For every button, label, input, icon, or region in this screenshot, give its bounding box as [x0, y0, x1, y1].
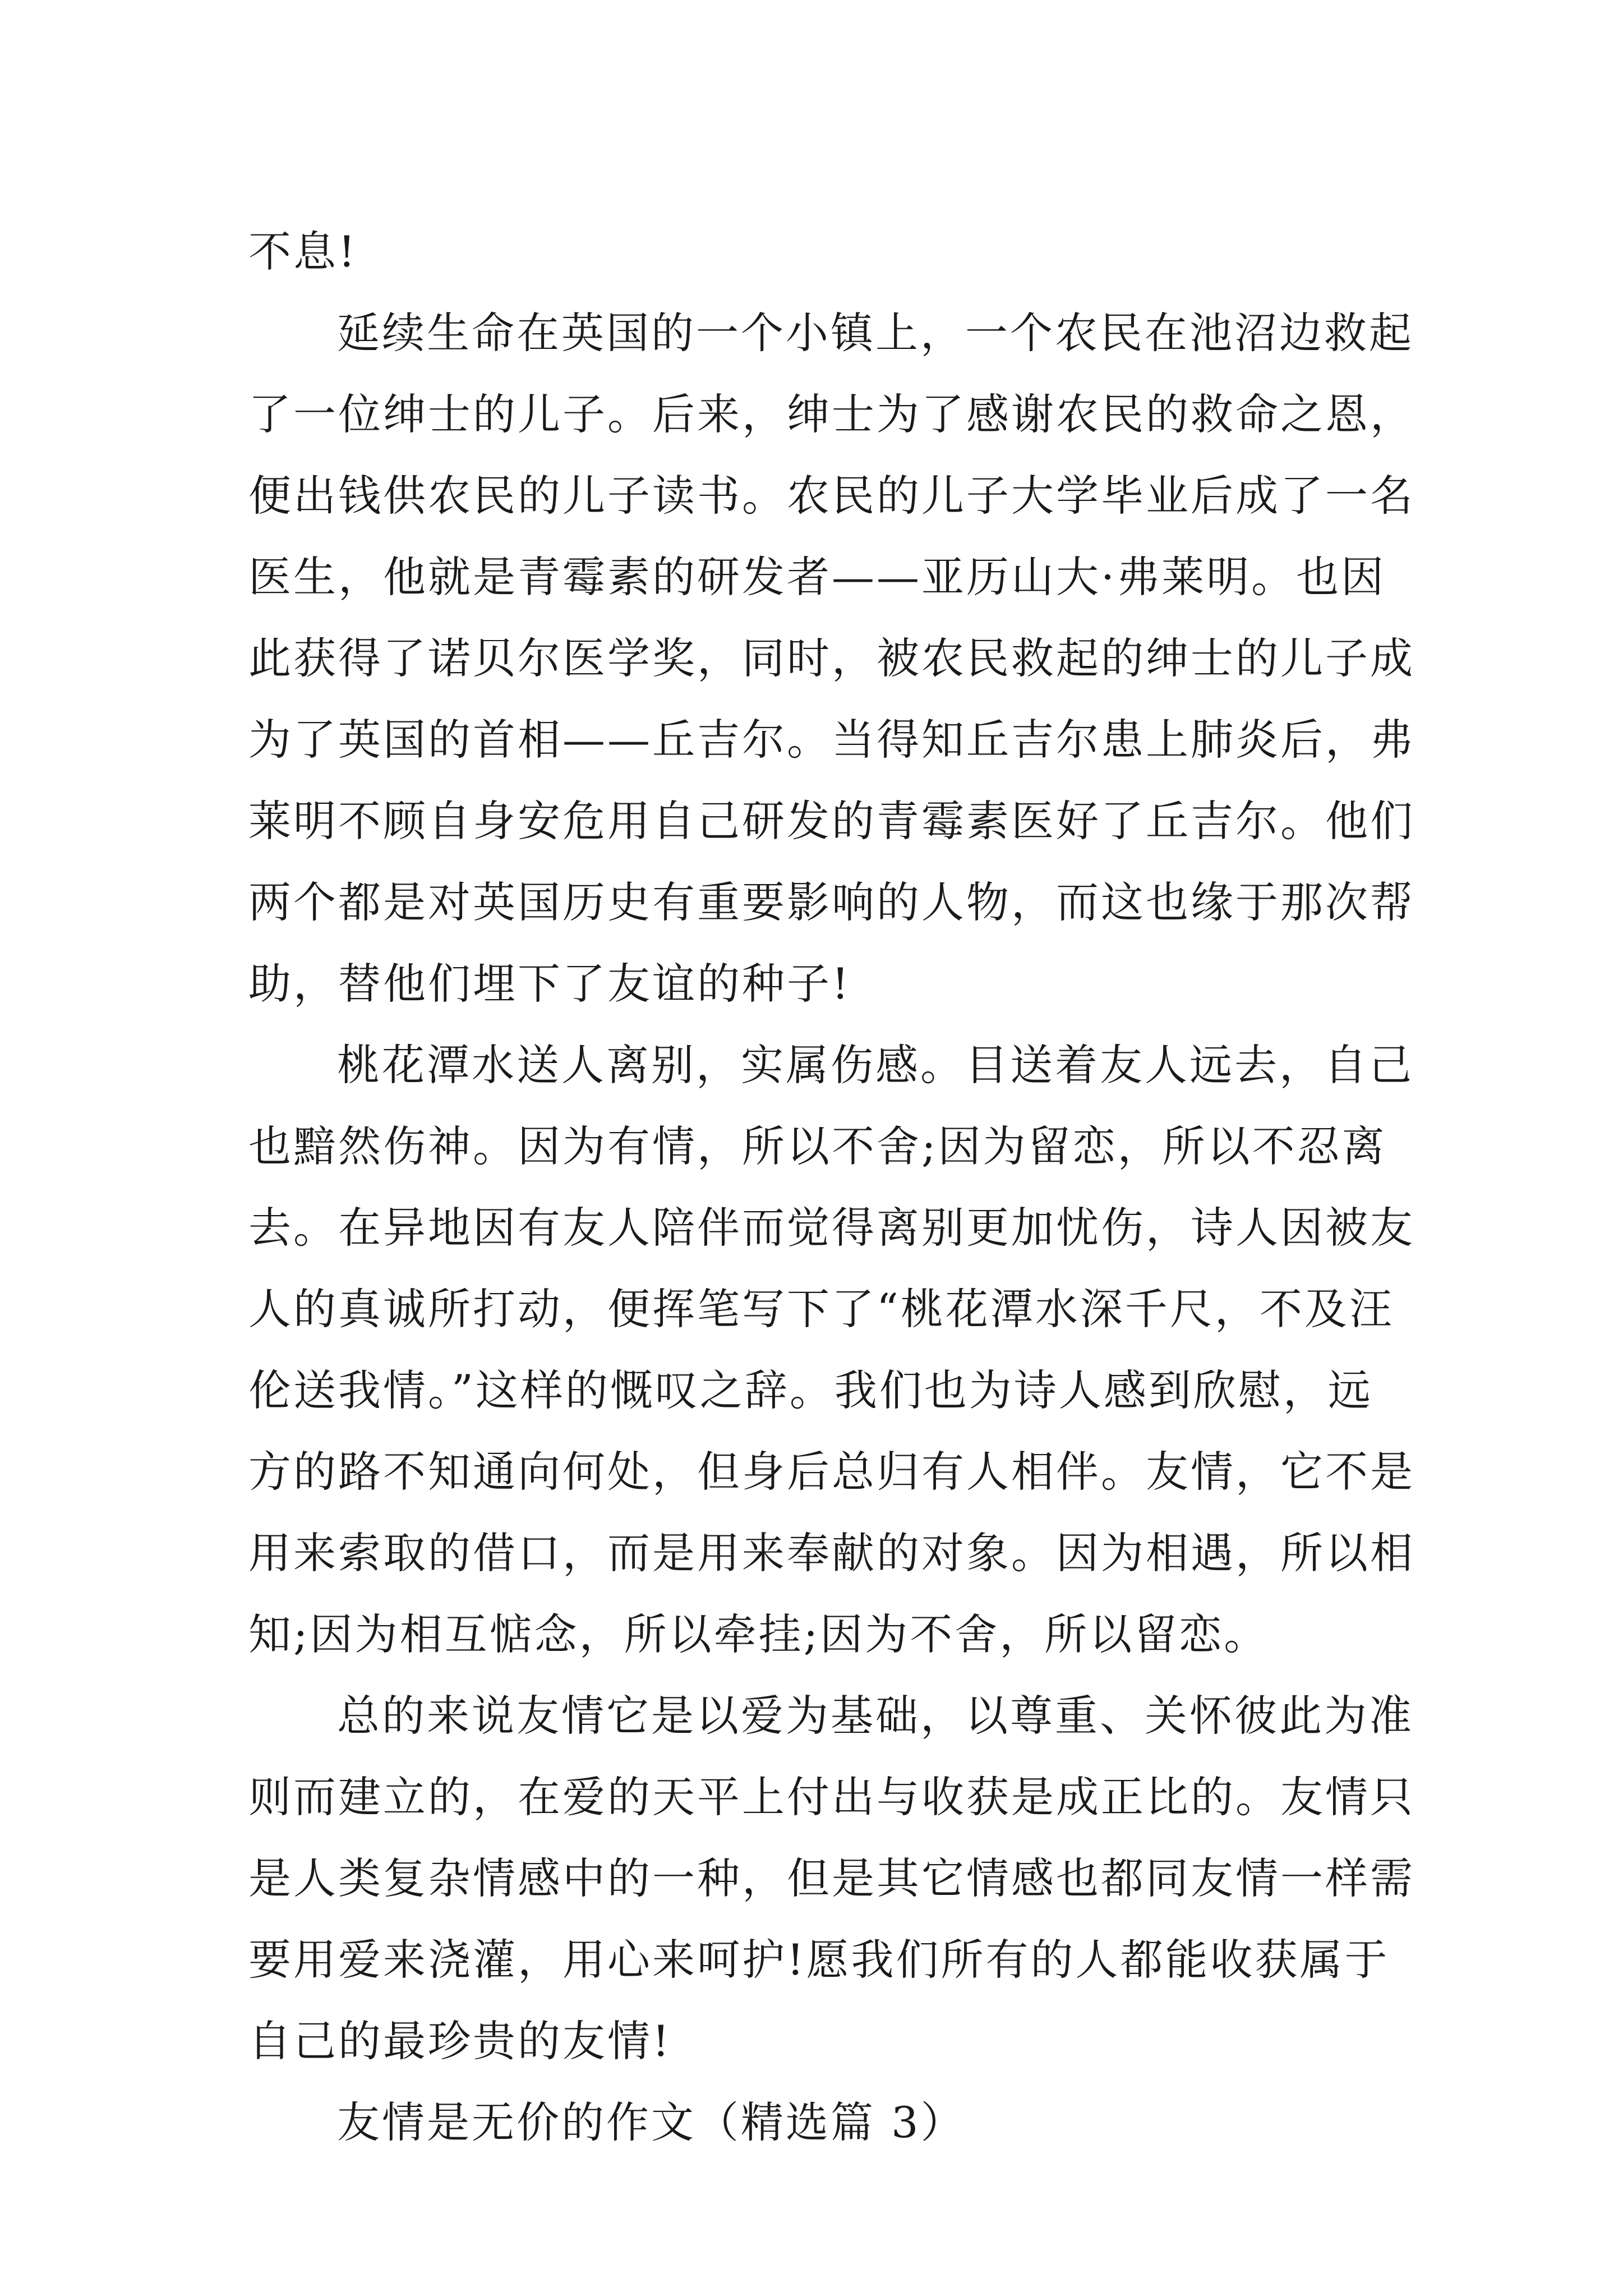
paragraph-start-line: 延续生命在英国的一个小镇上，一个农民在池沼边救起 [337, 308, 1414, 358]
text-line: 用来索取的借口，而是用来奉献的对象。因为相遇，所以相 [248, 1528, 1415, 1578]
text-line: 自己的最珍贵的友情! [248, 2016, 672, 2066]
text-line: 方的路不知通向何处，但身后总归有人相伴。友情，它不是 [248, 1447, 1415, 1497]
text-line: 知;因为相互惦念，所以牵挂;因为不舍，所以留恋。 [248, 1609, 1269, 1659]
text-line: 人的真诚所打动，便挥笔写下了“桃花潭水深千尺，不及汪 [248, 1284, 1394, 1334]
text-line: 为了英国的首相——丘吉尔。当得知丘吉尔患上肺炎后，弗 [248, 715, 1415, 765]
text-line: 去。在异地因有友人陪伴而觉得离别更加忧伤，诗人因被友 [248, 1203, 1415, 1253]
text-line: 也黯然伤神。因为有情，所以不舍;因为留恋，所以不忍离 [248, 1121, 1387, 1171]
text-line: 便出钱供农民的儿子读书。农民的儿子大学毕业后成了一名 [248, 471, 1415, 521]
text-line: 两个都是对英国历史有重要影响的人物，而这也缘于那次帮 [248, 877, 1415, 927]
text-line: 要用爱来浇灌，用心来呵护!愿我们所有的人都能收获属于 [248, 1935, 1390, 1985]
text-line: 则而建立的，在爱的天平上付出与收获是成正比的。友情只 [248, 1772, 1415, 1822]
text-line: 医生，他就是青霉素的研发者——亚历山大·弗莱明。也因 [248, 552, 1386, 602]
text-line: 不息! [248, 227, 358, 277]
text-line: 伦送我情。”这样的慨叹之辞。我们也为诗人感到欣慰，远 [248, 1365, 1373, 1415]
section-heading-line: 友情是无价的作文（精选篇 3） [337, 2097, 966, 2147]
text-line: 了一位绅士的儿子。后来，绅士为了感谢农民的救命之恩， [248, 389, 1415, 439]
text-line: 助，替他们埋下了友谊的种子! [248, 959, 851, 1009]
paragraph-start-line: 总的来说友情它是以爱为基础，以尊重、关怀彼此为准 [337, 1691, 1414, 1741]
paragraph-start-line: 桃花潭水送人离别，实属伤感。目送着友人远去，自己 [337, 1040, 1414, 1090]
text-line: 是人类复杂情感中的一种，但是其它情感也都同友情一样需 [248, 1853, 1415, 1903]
text-line: 莱明不顾自身安危用自己研发的青霉素医好了丘吉尔。他们 [248, 796, 1415, 846]
article-body [248, 211, 1415, 2163]
text-line: 此获得了诺贝尔医学奖，同时，被农民救起的绅士的儿子成 [248, 633, 1415, 683]
